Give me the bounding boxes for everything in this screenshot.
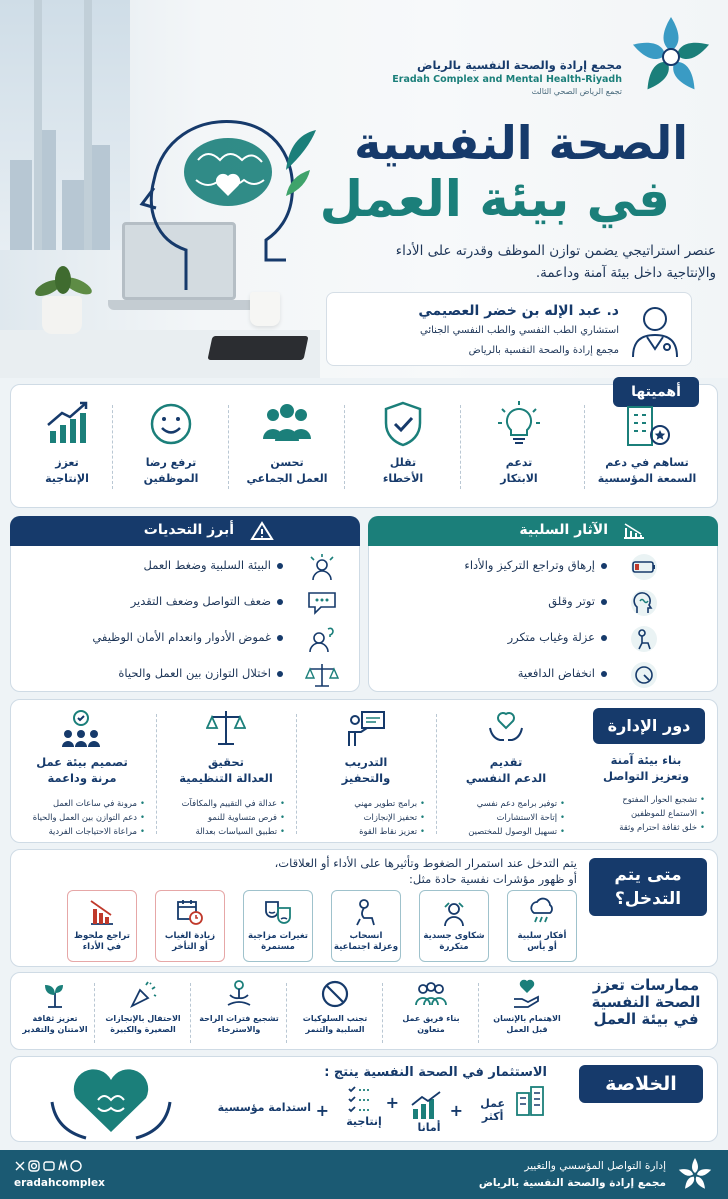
management-point: • فرص متساوية للنمو [182,810,285,824]
divider [190,983,191,1043]
effect-row [369,589,717,615]
summary-item-line2: أكثر [481,1110,504,1123]
divider [286,983,287,1043]
management-column [13,708,151,840]
management-title [13,754,151,786]
challenges-label: أبرز التحديات [143,522,234,538]
divider [382,983,383,1043]
management-title [441,754,571,786]
trainer-board-icon [346,708,386,748]
management-points [354,796,425,838]
effect-text: عزلة وغياب متكرر [507,630,595,644]
footer-logo-icon [676,1156,714,1194]
gauge-down-icon [627,661,661,689]
office-window-image [0,0,130,250]
declining-bars-icon [622,522,646,540]
management-points [182,796,285,838]
plus-sign: + [315,1101,329,1120]
management-title [581,752,711,784]
management-point: • إتاحة الاستشارات [468,810,565,824]
plant-pot-image [42,296,82,334]
no-sign-icon [320,979,350,1009]
management-role-panel [10,699,718,843]
intervention-label-line1: متى يتم [614,865,682,885]
bullet [277,635,283,641]
management-points [619,792,705,834]
practices-label-line2: الصحة النفسية [591,993,701,1011]
practice-line2: متعاون [417,1025,445,1034]
bullet [601,599,607,605]
intervention-card [243,890,313,962]
practice-line1: تجنب السلوكيات [302,1014,368,1023]
management-column [581,752,711,840]
lightbulb-icon [494,399,544,449]
management-title-line2: مرنة وداعمة [47,771,117,785]
management-point: • تعزيز نقاط القوة [354,824,425,838]
practice-line2: السلبية والتنمر [305,1025,365,1034]
divider [228,405,229,489]
summary-item-line1: استدامة مؤسسية [217,1101,311,1114]
practice-line2: الامتنان والتقدير [22,1025,88,1034]
withdrawn-person-icon [351,897,381,927]
divider [344,405,345,489]
effect-row [369,625,717,651]
pressure-person-icon [305,553,339,581]
importance-line1: ترفع رضا [145,456,197,469]
management-point: • توفير برامج دعم نفسي [468,796,565,810]
intervention-card-line2: مستمرة [261,942,295,952]
effect-row [369,661,717,687]
intervention-intro-line2: أو ظهور مؤشرات نفسية حادة مثل: [409,872,577,886]
management-point: • تسهيل الوصول للمختصين [468,824,565,838]
management-column [441,708,571,840]
management-title-line2: العدالة التنظيمية [179,771,273,785]
intervention-card-line2: متكررة [439,942,469,952]
importance-line2: السمعة المؤسسية [597,472,697,485]
challenge-row [11,553,359,579]
practices-panel [10,972,718,1050]
management-point: • عدالة في التقييم والمكافآت [182,796,285,810]
checklist-icon [341,1085,375,1115]
isolated-person-icon [627,625,661,653]
challenges-header [10,516,360,546]
headache-person-icon [439,897,469,927]
management-label: دور الإدارة [593,708,705,744]
management-column [161,708,291,840]
summary-item [218,1101,311,1114]
theater-masks-icon [263,897,293,927]
page-title-line1: الصحة النفسية [354,116,688,170]
management-title-line1: التدريب [344,755,388,769]
management-title-line2: وتعزيز التواصل [602,769,690,783]
intervention-intro-line1: يتم التدخل عند استمرار الضغوط وتأثيرها على الأداء أو العلاقات، [274,856,577,870]
summary-item [409,1091,449,1134]
practice-item [11,979,99,1049]
bullet [277,563,283,569]
effect-text: إرهاق وتراجع التركيز والأداء [464,558,595,572]
intervention-card-line2: أو يأس [527,942,557,952]
footer-bar [0,1150,728,1199]
instagram-icon [29,1161,39,1171]
practice-item [483,979,571,1049]
summary-item-line1: إنتاجية [346,1115,382,1128]
intervention-panel [10,849,718,967]
hero-section [0,0,728,378]
management-point: • تطبيق السياسات بعدالة [182,824,285,838]
importance-line2: الإنتاجية [45,472,89,485]
team-icon [259,399,315,449]
intervention-card-line2: أو التأخر [172,942,208,952]
management-point: • برامج تطوير مهني [354,796,425,810]
eradah-logo-block [254,14,714,94]
youtube-icon [44,1162,54,1170]
practice-line2: قبل العمل [506,1025,548,1034]
intervention-card-line1: أفكار سلبية [517,931,567,941]
heart-hand-icon [512,979,542,1009]
divider [478,983,479,1043]
chat-icon [305,589,339,617]
bullet [601,635,607,641]
logo-subtitle: تجمع الرياض الصحي الثالث [531,87,622,96]
challenge-text: البيئة السلبية وضغط العمل [143,558,271,572]
effects-label: الآثار السلبية [519,522,608,538]
management-points [468,796,565,838]
author-role: استشاري الطب النفسي والطب النفسي الجنائي [420,325,619,336]
effect-text: توتر وقلق [548,594,595,608]
importance-line2: الابتكار [500,472,538,485]
importance-label: أهميتها [613,377,699,407]
practice-item [99,979,187,1049]
party-popper-icon [128,979,158,1009]
calendar-clock-icon [175,897,205,927]
heart-hands-icon [486,708,526,748]
plus-sign: + [449,1101,463,1120]
brain-head-icon [136,100,316,300]
intervention-card-line1: شكاوى جسدية [423,931,485,941]
intervention-card [331,890,401,962]
importance-item [463,399,575,503]
bullet [277,671,283,677]
management-title-line1: تحقيق [208,755,244,769]
footer-dept: إدارة التواصل المؤسسي والتغيير [524,1160,666,1172]
question-person-icon [305,625,339,653]
importance-line1: تعزز [55,456,79,469]
footer-org: مجمع إرادة والصحة النفسية بالرياض [478,1177,666,1189]
buildings-icon [513,1083,547,1117]
justice-scale-icon [206,708,246,748]
management-title [301,754,431,786]
importance-line1: تقلل [389,456,417,469]
intervention-card [507,890,577,962]
stress-head-icon [627,589,661,617]
intervention-card-line2: في الأداء [82,942,122,952]
practice-line1: تعزيز ثقافة [32,1014,78,1023]
management-title-line2: والتحفيز [341,771,391,785]
practices-label [583,977,709,1047]
footer-handle[interactable]: eradahcomplex [14,1177,105,1189]
author-org: مجمع إرادة والصحة النفسية بالرياض [468,345,619,356]
negative-effects-panel [368,516,718,692]
team-group-icon [414,979,448,1009]
rain-cloud-icon [527,897,557,927]
importance-item [17,399,117,503]
eradah-star-logo-icon [628,14,714,100]
divider [584,405,585,489]
page-subtitle: عنصر استراتيجي يضمن توازن الموظف وقدرته على الأداء والإنتاجية داخل بيئة آمنة وداعمة. [395,243,716,281]
x-icon [16,1162,24,1170]
management-title-line1: تقديم [489,755,523,769]
intervention-label [589,858,707,916]
importance-item [591,399,703,503]
building-star-icon [622,399,672,449]
summary-item-line1: أمانا [417,1121,441,1134]
challenge-row [11,625,359,651]
challenge-text: اختلال التوازن بين العمل والحياة [118,666,271,680]
summary-heading: الاستثمار في الصحة النفسية ينتج : [324,1065,547,1080]
challenge-row [11,589,359,615]
intervention-card-line1: تغيرات مزاجية [247,931,309,941]
intervention-card-line2: وعزلة اجتماعية [333,942,399,952]
effect-row [369,553,717,579]
importance-line1: تساهم في دعم [605,456,689,469]
intervention-label-line2: التدخل؟ [614,889,682,909]
doctor-icon [627,301,683,359]
importance-line1: تدعم [505,456,533,469]
management-point: • تشجيع الحوار المفتوح [619,792,705,806]
practice-line2: والاسترخاء [217,1025,261,1034]
bullet [277,599,283,605]
telegram-icon [71,1161,81,1171]
importance-line1: تحسن [270,456,304,469]
importance-item [347,399,459,503]
logo-english-name: Eradah Complex and Mental Health-Riyadh [392,74,622,85]
practice-item [387,979,475,1049]
warning-icon [250,521,274,541]
management-point: • مرونة في ساعات العمل [33,796,145,810]
bullet [601,671,607,677]
smiley-icon [146,399,196,449]
intervention-card-line1: انسحاب [349,931,383,941]
divider [156,714,157,834]
management-point: • خلق ثقافة احترام وثقة [619,820,705,834]
management-point: • مراعاة الاحتياجات الفردية [33,824,145,838]
challenge-text: ضعف التواصل وضعف التقدير [130,594,271,608]
management-point: • تحفيز الإنجازات [354,810,425,824]
importance-line2: العمل الجماعي [246,472,328,485]
management-point: • دعم التوازن بين العمل والحياة [33,810,145,824]
effect-text: انخفاض الدافعية [517,666,595,680]
importance-item [231,399,343,503]
summary-item-line1: عمل [480,1097,505,1110]
challenges-panel [10,516,360,692]
importance-panel [10,384,718,508]
summary-label: الخلاصة [579,1065,703,1103]
author-card [326,292,692,366]
challenge-row [11,661,359,687]
practice-item [195,979,283,1049]
scale-icon [305,661,339,689]
plus-sign: + [385,1093,399,1112]
importance-line2: الموظفين [143,472,199,485]
snapchat-icon [59,1162,67,1170]
management-column [301,708,431,840]
page-title-line2: في بيئة العمل [319,170,670,228]
notebook-image [207,336,308,360]
intervention-card-line1: زيادة الغياب [164,931,216,941]
practice-line1: الاحتفال بالإنجازات [105,1014,181,1023]
management-title-line1: تصميم بيئة عمل [36,755,128,769]
intervention-card [155,890,225,962]
growth-chart-icon [42,399,92,449]
divider [460,405,461,489]
heart-brain-hands-icon [46,1062,176,1142]
declining-chart-icon [87,897,117,927]
practice-line1: الاهتمام بالإنسان [493,1014,561,1023]
growth-bars-icon [409,1091,443,1121]
management-points [33,796,145,838]
importance-line2: الأخطاء [382,472,424,485]
shield-check-icon [378,399,428,449]
author-name: د. عبد الإله بن خضر العصيمي [418,303,619,319]
intervention-card [419,890,489,962]
effects-header [368,516,718,546]
intervention-card-line1: تراجع ملحوظ [74,931,130,941]
flexible-team-icon [61,708,101,748]
practices-label-line1: ممارسات تعزز [592,976,700,994]
practice-line2: الصغيرة والكبيرة [110,1025,176,1034]
management-title-line2: الدعم النفسي [465,771,547,785]
challenge-text: غموض الأدوار وانعدام الأمان الوظيفي [92,630,271,644]
management-point: • الاستماع للموظفين [619,806,705,820]
divider [436,714,437,834]
divider [296,714,297,834]
importance-item [115,399,227,503]
practice-line1: بناء فريق عمل [402,1014,460,1023]
meditation-icon [224,979,254,1009]
summary-item [341,1085,387,1128]
growing-plant-icon [40,979,70,1009]
practice-item [291,979,379,1049]
logo-arabic-name: مجمع إرادة والصحة النفسية بالرياض [416,58,622,72]
bullet [601,563,607,569]
laptop-base-image [108,300,258,310]
social-icons [14,1159,84,1173]
intervention-card [67,890,137,962]
low-battery-icon [627,553,661,581]
practices-label-line3: في بيئة العمل [593,1010,699,1028]
management-title-line1: بناء بيئة آمنة [610,753,682,767]
management-title [161,754,291,786]
practice-line1: تشجيع فترات الراحة [199,1014,279,1023]
